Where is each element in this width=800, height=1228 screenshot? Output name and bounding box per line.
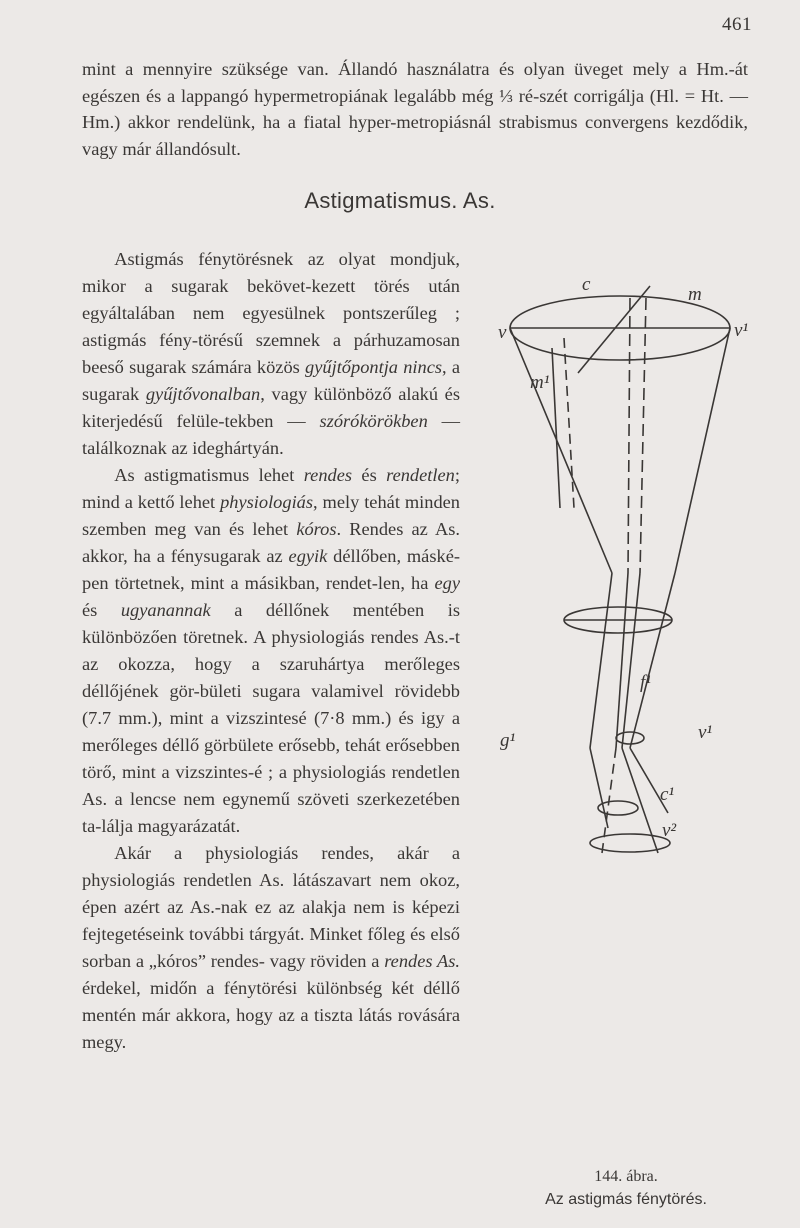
emphasis: kóros [296,519,337,539]
emphasis: ugyanannak [120,600,211,620]
label-m: m [688,284,702,305]
emphasis: egyik [288,546,328,566]
emphasis: gyűjtővonalban [145,384,261,404]
emphasis: szórókörökben [319,411,428,431]
figure-caption: Az astigmás fénytörés. [545,1191,707,1208]
label-c: c [582,274,591,295]
paragraph-conclusion: Akár a physiologiás rendes, akár a physiologiás rendetlen As. látászavart nem okoz, épen azért az As.-nak ez az alakja nem is képezi fejtegetéseink további tárgyát. Minket főleg és első sorban a „kóros” rendes- vagy röviden a rendes As. érdekel, midőn a fénytörési különbség két déllő mentén már akkora, hogy az a tiszta látás rovására megy. [82,843,460,1052]
emphasis: rendetlen [386,465,455,485]
page-number: 461 [722,14,752,35]
emphasis: gyűjtőpontja nincs [305,357,443,377]
label-g1: g¹ [500,730,516,751]
label-v1-lower: v¹ [698,722,713,743]
section-title: Astigmatismus. As. [304,188,496,213]
intro-paragraph: mint a mennyire szüksége van. Állandó használatra és olyan üveget mely a Hm.-át egészen és a lappangó hypermetropiának legalább még ⅓ ré-szét corrigálja (Hl. = Ht. — Hm.) akkor rendelünk, ha a fiatal hyper-metropiásnál strabismus convergens kezdődik, vagy már állandósult. [82,59,748,159]
label-v1: v¹ [734,320,749,341]
label-v: v [498,322,507,343]
emphasis: rendes [303,465,353,485]
figure-number: 144. ábra. [594,1168,658,1185]
emphasis: rendes As. [384,951,460,971]
astigmatism-figure [490,268,760,858]
emphasis: physiologiás [220,492,314,512]
label-m1: m¹ [530,372,550,393]
label-v2: v² [662,820,677,841]
body-column [82,246,460,1056]
emphasis: egy [434,573,460,593]
label-f1: f¹ [640,672,651,693]
label-c1: c¹ [660,784,675,805]
paragraph-definition: Astigmás fénytörésnek az olyat mondjuk, mikor a sugarak bekövet-kezett törés után egyáltalában nem egyesülnek pontszerűleg ; astigmás fény-törésű szemnek a párhuzamosan beeső sugarak számára közös gyűjtőpontja nincs, a sugarak gyűjtővonalban, vagy különböző alakú és kiterjedésű felüle-tekben — szórókörökben — találkoznak az ideghártyán. [82,249,460,458]
astigmatism-diagram [490,268,760,858]
paragraph-types: As astigmatismus lehet rendes és rendetlen; mind a kettő lehet physiologiás, mely tehát minden szemben meg van és lehet kóros. Rendes az As. akkor, ha a fénysugarak az egyik déllőben, máské-pen törtetnek, mint a másikban, rendet-len, ha egy és ugyanannak a déllőnek mentében is különbözően töretnek. A physiologiás rendes As.-t az okozza, hogy a szaruhártya merőleges déllőjének gör-bületi sugara valamivel rövidebb (7.7 mm.), mint a vizszintesé (7·8 mm.) és igy a merőleges déllő görbülete erősebb, tehát erősebben törő, mint a vizszintes-é ; a physiologiás rendetlen As. a lencse nem egynemű szöveti szerkezetében ta-lálja magyarázatát. [82,465,460,836]
